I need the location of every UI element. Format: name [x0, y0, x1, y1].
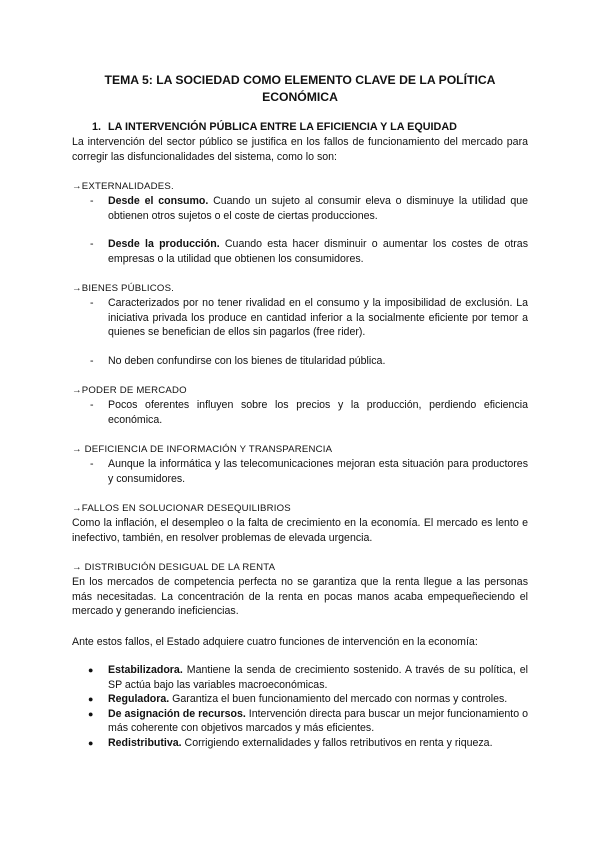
item-bold-label: Estabilizadora. — [108, 664, 183, 676]
deficiencia-informacion-list — [72, 457, 528, 486]
list-item — [72, 296, 528, 340]
item-bold-label: Reguladora. — [108, 693, 170, 705]
dash-marker: - — [90, 399, 94, 411]
list-item — [72, 237, 528, 266]
bienes-publicos-list — [72, 296, 528, 368]
section-heading — [92, 120, 528, 134]
document-page — [72, 64, 528, 750]
list-item — [72, 692, 528, 707]
dash-marker: - — [90, 195, 94, 207]
list-item — [72, 736, 528, 751]
section-heading-text: LA INTERVENCIÓN PÚBLICA ENTRE LA EFICIENCIA Y LA EQUIDAD — [108, 121, 457, 133]
document-title — [72, 72, 528, 106]
poder-mercado-list — [72, 398, 528, 427]
item-text: Caracterizados por no tener rivalidad en el consumo y la imposibilidad de exclusión. La iniciativa privada los produce en cantidad inferior a la socialmente eficiente por temor a quienes se benefician de ellos sin pagarlos (free rider). — [108, 297, 528, 338]
list-item — [72, 194, 528, 223]
item-text: Mantiene la senda de crecimiento sostenido. A través de su política, el SP actúa bajo las variables macroeconómicas. — [108, 664, 528, 691]
list-item — [72, 457, 528, 486]
item-bold-label: Desde la producción. — [108, 238, 220, 250]
funciones-list — [72, 663, 528, 750]
dash-marker: - — [90, 458, 94, 470]
list-item — [72, 354, 528, 369]
externalidades-heading: →EXTERNALIDADES. — [72, 181, 174, 192]
list-item — [72, 663, 528, 692]
distribucion-heading: → DISTRIBUCIÓN DESIGUAL DE LA RENTA — [72, 562, 276, 573]
item-text: Cuando esta hacer disminuir o aumentar los costes de otras empresas o la utilidad que obtienen los consumidores. — [108, 238, 529, 265]
externalidades-list — [72, 194, 528, 266]
item-bold-label: Redistributiva. — [108, 736, 182, 749]
deficiencia-informacion-heading: → DEFICIENCIA DE INFORMACIÓN Y TRANSPARENCIA — [72, 444, 333, 455]
title-line-2: ECONÓMICA — [262, 90, 338, 104]
item-bold-label: De asignación de recursos. — [108, 707, 246, 720]
item-bold-label: Desde el consumo. — [108, 195, 209, 207]
bullet-marker: ● — [88, 694, 94, 704]
item-text: Garantiza el buen funcionamiento del mercado con normas y controles. — [169, 693, 508, 705]
dash-marker: - — [90, 354, 94, 367]
section-number: 1. — [92, 121, 102, 133]
bullet-marker: ● — [88, 665, 94, 675]
distribucion-paragraph: En los mercados de competencia perfecta no se garantiza que la renta llegue a las personas más necesitadas. La concentración de la renta en pocas manos acaba empequeñeciendo el mercado y generando ineficiencias. — [72, 576, 528, 617]
list-item — [72, 398, 528, 427]
fallos-paragraph: Como la inflación, el desempleo o la falta de crecimiento en la economía. El mercado es lento e inefectivo, también, en resolver problemas de elevada urgencia. — [72, 517, 528, 544]
bullet-marker: ● — [88, 737, 94, 748]
list-item — [72, 707, 528, 736]
fallos-heading: →FALLOS EN SOLUCIONAR DESEQUILIBRIOS — [72, 503, 291, 514]
bullet-marker: ● — [88, 708, 94, 719]
title-line-1: TEMA 5: LA SOCIEDAD COMO ELEMENTO CLAVE DE LA POLÍTICA — [104, 73, 496, 87]
dash-marker: - — [90, 297, 94, 309]
bienes-publicos-heading: →BIENES PÚBLICOS. — [72, 283, 175, 294]
item-text: Intervención directa para buscar un mejor funcionamiento o más coherente con objetivos marcados y más eficientes. — [108, 707, 528, 734]
dash-marker: - — [90, 238, 94, 250]
item-text: No deben confundirse con los bienes de titularidad pública. — [108, 354, 386, 367]
item-text: Cuando un sujeto al consumir eleva o disminuye la utilidad que obtienen otros sujetos o el coste de ciertas producciones. — [108, 195, 528, 222]
funciones-intro: Ante estos fallos, el Estado adquiere cuatro funciones de intervención en la economía: — [72, 635, 478, 648]
item-text: Pocos oferentes influyen sobre los precios y la producción, perdiendo eficiencia económica. — [108, 399, 528, 426]
item-text: Aunque la informática y las telecomunicaciones mejoran esta situación para productores y consumidores. — [108, 458, 528, 485]
intro-paragraph: La intervención del sector público se justifica en los fallos de funcionamiento del mercado para corregir las disfuncionalidades del sistema, como lo son: — [72, 136, 528, 163]
poder-mercado-heading: →PODER DE MERCADO — [72, 385, 187, 396]
item-text: Corrigiendo externalidades y fallos retributivos en renta y riqueza. — [181, 736, 493, 749]
